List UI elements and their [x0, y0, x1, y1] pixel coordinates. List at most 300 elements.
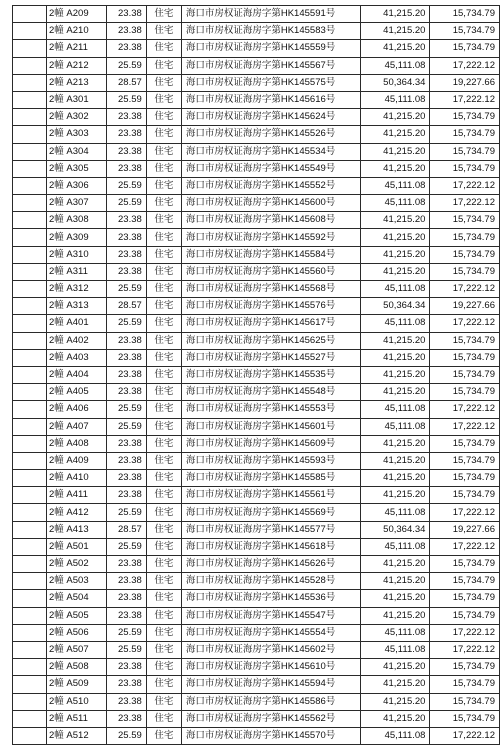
value-cell: 15,734.79: [430, 435, 500, 452]
certificate-cell: 海口市房权证海房字第HK145527号: [181, 349, 360, 366]
blank-cell: [13, 470, 47, 487]
value-cell: 15,734.79: [430, 384, 500, 401]
area-cell: 28.57: [107, 521, 146, 538]
area-cell: 23.38: [107, 366, 146, 383]
value-cell: 15,734.79: [430, 366, 500, 383]
unit-cell: 2幢 A410: [47, 470, 107, 487]
value-cell: 15,734.79: [430, 332, 500, 349]
certificate-cell: 海口市房权证海房字第HK145567号: [181, 57, 360, 74]
table-row: [13, 126, 500, 143]
blank-cell: [13, 556, 47, 573]
usage-cell: 住宅: [146, 573, 181, 590]
area-cell: 23.38: [107, 384, 146, 401]
area-cell: 23.38: [107, 487, 146, 504]
price-cell: 41,215.20: [360, 676, 430, 693]
area-cell: 23.38: [107, 435, 146, 452]
value-cell: 15,734.79: [430, 659, 500, 676]
certificate-cell: 海口市房权证海房字第HK145584号: [181, 246, 360, 263]
area-cell: 23.38: [107, 246, 146, 263]
unit-cell: 2幢 A412: [47, 504, 107, 521]
usage-cell: 住宅: [146, 452, 181, 469]
price-cell: 41,215.20: [360, 659, 430, 676]
unit-cell: 2幢 A302: [47, 109, 107, 126]
certificate-cell: 海口市房权证海房字第HK145526号: [181, 126, 360, 143]
area-cell: 23.38: [107, 6, 146, 23]
certificate-cell: 海口市房权证海房字第HK145559号: [181, 40, 360, 57]
usage-cell: 住宅: [146, 229, 181, 246]
usage-cell: 住宅: [146, 607, 181, 624]
usage-cell: 住宅: [146, 349, 181, 366]
price-cell: 45,111.08: [360, 641, 430, 658]
value-cell: 15,734.79: [430, 246, 500, 263]
certificate-cell: 海口市房权证海房字第HK145585号: [181, 470, 360, 487]
certificate-cell: 海口市房权证海房字第HK145586号: [181, 693, 360, 710]
blank-cell: [13, 538, 47, 555]
table-row: [13, 418, 500, 435]
value-cell: 17,222.12: [430, 91, 500, 108]
blank-cell: [13, 418, 47, 435]
area-cell: 23.38: [107, 573, 146, 590]
price-cell: 41,215.20: [360, 470, 430, 487]
value-cell: 19,227.66: [430, 74, 500, 91]
table-row: [13, 229, 500, 246]
usage-cell: 住宅: [146, 332, 181, 349]
blank-cell: [13, 246, 47, 263]
unit-cell: 2幢 A508: [47, 659, 107, 676]
unit-cell: 2幢 A305: [47, 160, 107, 177]
price-cell: 45,111.08: [360, 504, 430, 521]
certificate-cell: 海口市房权证海房字第HK145554号: [181, 624, 360, 641]
table-row: [13, 177, 500, 194]
price-cell: 41,215.20: [360, 246, 430, 263]
price-cell: 45,111.08: [360, 57, 430, 74]
table-row: [13, 521, 500, 538]
table-row: [13, 109, 500, 126]
value-cell: 17,222.12: [430, 315, 500, 332]
blank-cell: [13, 332, 47, 349]
unit-cell: 2幢 A308: [47, 212, 107, 229]
price-cell: 41,215.20: [360, 23, 430, 40]
area-cell: 25.59: [107, 418, 146, 435]
area-cell: 23.38: [107, 470, 146, 487]
usage-cell: 住宅: [146, 109, 181, 126]
certificate-cell: 海口市房权证海房字第HK145601号: [181, 418, 360, 435]
table-row: [13, 195, 500, 212]
blank-cell: [13, 676, 47, 693]
price-cell: 45,111.08: [360, 315, 430, 332]
unit-cell: 2幢 A306: [47, 177, 107, 194]
value-cell: 15,734.79: [430, 229, 500, 246]
area-cell: 23.38: [107, 229, 146, 246]
usage-cell: 住宅: [146, 57, 181, 74]
blank-cell: [13, 212, 47, 229]
certificate-cell: 海口市房权证海房字第HK145536号: [181, 590, 360, 607]
area-cell: 23.38: [107, 212, 146, 229]
unit-cell: 2幢 A511: [47, 710, 107, 727]
usage-cell: 住宅: [146, 538, 181, 555]
blank-cell: [13, 693, 47, 710]
blank-cell: [13, 384, 47, 401]
price-cell: 45,111.08: [360, 727, 430, 744]
blank-cell: [13, 504, 47, 521]
value-cell: 17,222.12: [430, 281, 500, 298]
area-cell: 28.57: [107, 74, 146, 91]
price-cell: 45,111.08: [360, 177, 430, 194]
usage-cell: 住宅: [146, 693, 181, 710]
value-cell: 15,734.79: [430, 710, 500, 727]
table-row: [13, 91, 500, 108]
table-row: [13, 659, 500, 676]
table-row: [13, 504, 500, 521]
unit-cell: 2幢 A503: [47, 573, 107, 590]
usage-cell: 住宅: [146, 91, 181, 108]
price-cell: 45,111.08: [360, 281, 430, 298]
area-cell: 23.38: [107, 143, 146, 160]
usage-cell: 住宅: [146, 710, 181, 727]
table-row: [13, 556, 500, 573]
usage-cell: 住宅: [146, 281, 181, 298]
value-cell: 15,734.79: [430, 212, 500, 229]
table-row: [13, 263, 500, 280]
price-cell: 41,215.20: [360, 109, 430, 126]
certificate-cell: 海口市房权证海房字第HK145618号: [181, 538, 360, 555]
blank-cell: [13, 659, 47, 676]
table-row: [13, 6, 500, 23]
value-cell: 19,227.66: [430, 298, 500, 315]
unit-cell: 2幢 A409: [47, 452, 107, 469]
unit-cell: 2幢 A313: [47, 298, 107, 315]
table-row: [13, 435, 500, 452]
usage-cell: 住宅: [146, 143, 181, 160]
price-cell: 41,215.20: [360, 487, 430, 504]
price-cell: 41,215.20: [360, 590, 430, 607]
table-row: [13, 452, 500, 469]
table-row: [13, 40, 500, 57]
value-cell: 15,734.79: [430, 607, 500, 624]
unit-cell: 2幢 A408: [47, 435, 107, 452]
table-row: [13, 590, 500, 607]
value-cell: 15,734.79: [430, 470, 500, 487]
usage-cell: 住宅: [146, 298, 181, 315]
price-cell: 41,215.20: [360, 332, 430, 349]
value-cell: 17,222.12: [430, 624, 500, 641]
unit-cell: 2幢 A405: [47, 384, 107, 401]
price-cell: 41,215.20: [360, 556, 430, 573]
blank-cell: [13, 143, 47, 160]
value-cell: 15,734.79: [430, 693, 500, 710]
area-cell: 25.59: [107, 641, 146, 658]
blank-cell: [13, 57, 47, 74]
table-row: [13, 470, 500, 487]
blank-cell: [13, 710, 47, 727]
price-cell: 45,111.08: [360, 401, 430, 418]
value-cell: 17,222.12: [430, 538, 500, 555]
value-cell: 15,734.79: [430, 143, 500, 160]
blank-cell: [13, 298, 47, 315]
value-cell: 19,227.66: [430, 521, 500, 538]
usage-cell: 住宅: [146, 676, 181, 693]
unit-cell: 2幢 A301: [47, 91, 107, 108]
unit-cell: 2幢 A507: [47, 641, 107, 658]
certificate-cell: 海口市房权证海房字第HK145528号: [181, 573, 360, 590]
table-row: [13, 710, 500, 727]
value-cell: 15,734.79: [430, 452, 500, 469]
area-cell: 25.59: [107, 315, 146, 332]
area-cell: 23.38: [107, 590, 146, 607]
area-cell: 23.38: [107, 607, 146, 624]
table-row: [13, 143, 500, 160]
unit-cell: 2幢 A506: [47, 624, 107, 641]
table-row: [13, 727, 500, 744]
unit-cell: 2幢 A406: [47, 401, 107, 418]
table-row: [13, 487, 500, 504]
price-cell: 41,215.20: [360, 452, 430, 469]
blank-cell: [13, 349, 47, 366]
unit-cell: 2幢 A307: [47, 195, 107, 212]
blank-cell: [13, 281, 47, 298]
blank-cell: [13, 487, 47, 504]
certificate-cell: 海口市房权证海房字第HK145575号: [181, 74, 360, 91]
table-row: [13, 366, 500, 383]
blank-cell: [13, 91, 47, 108]
value-cell: 17,222.12: [430, 418, 500, 435]
price-cell: 41,215.20: [360, 573, 430, 590]
value-cell: 15,734.79: [430, 126, 500, 143]
blank-cell: [13, 6, 47, 23]
usage-cell: 住宅: [146, 366, 181, 383]
usage-cell: 住宅: [146, 23, 181, 40]
blank-cell: [13, 229, 47, 246]
area-cell: 23.38: [107, 710, 146, 727]
price-cell: 41,215.20: [360, 212, 430, 229]
blank-cell: [13, 263, 47, 280]
price-cell: 41,215.20: [360, 693, 430, 710]
certificate-cell: 海口市房权证海房字第HK145626号: [181, 556, 360, 573]
area-cell: 23.38: [107, 109, 146, 126]
certificate-cell: 海口市房权证海房字第HK145553号: [181, 401, 360, 418]
area-cell: 23.38: [107, 659, 146, 676]
certificate-cell: 海口市房权证海房字第HK145592号: [181, 229, 360, 246]
unit-cell: 2幢 A213: [47, 74, 107, 91]
certificate-cell: 海口市房权证海房字第HK145616号: [181, 91, 360, 108]
table-row: [13, 349, 500, 366]
price-cell: 41,215.20: [360, 384, 430, 401]
blank-cell: [13, 366, 47, 383]
blank-cell: [13, 727, 47, 744]
certificate-cell: 海口市房权证海房字第HK145617号: [181, 315, 360, 332]
property-table: [12, 5, 500, 745]
unit-cell: 2幢 A510: [47, 693, 107, 710]
value-cell: 15,734.79: [430, 23, 500, 40]
price-cell: 41,215.20: [360, 160, 430, 177]
blank-cell: [13, 607, 47, 624]
unit-cell: 2幢 A502: [47, 556, 107, 573]
area-cell: 23.38: [107, 693, 146, 710]
certificate-cell: 海口市房权证海房字第HK145609号: [181, 435, 360, 452]
table-row: [13, 281, 500, 298]
table-row: [13, 641, 500, 658]
certificate-cell: 海口市房权证海房字第HK145608号: [181, 212, 360, 229]
unit-cell: 2幢 A304: [47, 143, 107, 160]
usage-cell: 住宅: [146, 504, 181, 521]
usage-cell: 住宅: [146, 160, 181, 177]
price-cell: 41,215.20: [360, 229, 430, 246]
table-row: [13, 607, 500, 624]
area-cell: 23.38: [107, 556, 146, 573]
price-cell: 50,364.34: [360, 521, 430, 538]
blank-cell: [13, 74, 47, 91]
area-cell: 25.59: [107, 177, 146, 194]
certificate-cell: 海口市房权证海房字第HK145552号: [181, 177, 360, 194]
value-cell: 15,734.79: [430, 6, 500, 23]
table-row: [13, 624, 500, 641]
unit-cell: 2幢 A509: [47, 676, 107, 693]
certificate-cell: 海口市房权证海房字第HK145561号: [181, 487, 360, 504]
certificate-cell: 海口市房权证海房字第HK145560号: [181, 263, 360, 280]
certificate-cell: 海口市房权证海房字第HK145562号: [181, 710, 360, 727]
price-cell: 50,364.34: [360, 74, 430, 91]
certificate-cell: 海口市房权证海房字第HK145535号: [181, 366, 360, 383]
value-cell: 15,734.79: [430, 263, 500, 280]
usage-cell: 住宅: [146, 40, 181, 57]
certificate-cell: 海口市房权证海房字第HK145549号: [181, 160, 360, 177]
usage-cell: 住宅: [146, 487, 181, 504]
value-cell: 15,734.79: [430, 573, 500, 590]
area-cell: 23.38: [107, 676, 146, 693]
table-row: [13, 384, 500, 401]
value-cell: 17,222.12: [430, 195, 500, 212]
certificate-cell: 海口市房权证海房字第HK145548号: [181, 384, 360, 401]
usage-cell: 住宅: [146, 641, 181, 658]
area-cell: 23.38: [107, 40, 146, 57]
unit-cell: 2幢 A505: [47, 607, 107, 624]
blank-cell: [13, 195, 47, 212]
price-cell: 45,111.08: [360, 624, 430, 641]
area-cell: 25.59: [107, 401, 146, 418]
unit-cell: 2幢 A512: [47, 727, 107, 744]
price-cell: 41,215.20: [360, 6, 430, 23]
area-cell: 25.59: [107, 504, 146, 521]
value-cell: 17,222.12: [430, 504, 500, 521]
value-cell: 15,734.79: [430, 160, 500, 177]
certificate-cell: 海口市房权证海房字第HK145570号: [181, 727, 360, 744]
property-table-body: [13, 6, 500, 745]
table-row: [13, 23, 500, 40]
blank-cell: [13, 315, 47, 332]
unit-cell: 2幢 A209: [47, 6, 107, 23]
value-cell: 17,222.12: [430, 177, 500, 194]
unit-cell: 2幢 A504: [47, 590, 107, 607]
usage-cell: 住宅: [146, 315, 181, 332]
area-cell: 23.38: [107, 332, 146, 349]
certificate-cell: 海口市房权证海房字第HK145610号: [181, 659, 360, 676]
usage-cell: 住宅: [146, 624, 181, 641]
certificate-cell: 海口市房权证海房字第HK145591号: [181, 6, 360, 23]
usage-cell: 住宅: [146, 6, 181, 23]
price-cell: 45,111.08: [360, 195, 430, 212]
unit-cell: 2幢 A501: [47, 538, 107, 555]
usage-cell: 住宅: [146, 659, 181, 676]
area-cell: 25.59: [107, 538, 146, 555]
usage-cell: 住宅: [146, 727, 181, 744]
price-cell: 45,111.08: [360, 418, 430, 435]
certificate-cell: 海口市房权证海房字第HK145577号: [181, 521, 360, 538]
unit-cell: 2幢 A403: [47, 349, 107, 366]
unit-cell: 2幢 A407: [47, 418, 107, 435]
unit-cell: 2幢 A401: [47, 315, 107, 332]
unit-cell: 2幢 A310: [47, 246, 107, 263]
table-row: [13, 693, 500, 710]
usage-cell: 住宅: [146, 590, 181, 607]
unit-cell: 2幢 A212: [47, 57, 107, 74]
blank-cell: [13, 624, 47, 641]
usage-cell: 住宅: [146, 263, 181, 280]
table-row: [13, 57, 500, 74]
table-row: [13, 332, 500, 349]
usage-cell: 住宅: [146, 212, 181, 229]
unit-cell: 2幢 A211: [47, 40, 107, 57]
area-cell: 23.38: [107, 263, 146, 280]
certificate-cell: 海口市房权证海房字第HK145569号: [181, 504, 360, 521]
usage-cell: 住宅: [146, 401, 181, 418]
value-cell: 15,734.79: [430, 349, 500, 366]
table-row: [13, 676, 500, 693]
unit-cell: 2幢 A404: [47, 366, 107, 383]
area-cell: 23.38: [107, 160, 146, 177]
value-cell: 17,222.12: [430, 401, 500, 418]
usage-cell: 住宅: [146, 418, 181, 435]
price-cell: 41,215.20: [360, 40, 430, 57]
value-cell: 17,222.12: [430, 727, 500, 744]
area-cell: 23.38: [107, 452, 146, 469]
usage-cell: 住宅: [146, 177, 181, 194]
certificate-cell: 海口市房权证海房字第HK145593号: [181, 452, 360, 469]
certificate-cell: 海口市房权证海房字第HK145625号: [181, 332, 360, 349]
table-row: [13, 315, 500, 332]
usage-cell: 住宅: [146, 74, 181, 91]
price-cell: 45,111.08: [360, 91, 430, 108]
table-row: [13, 538, 500, 555]
value-cell: 15,734.79: [430, 590, 500, 607]
certificate-cell: 海口市房权证海房字第HK145583号: [181, 23, 360, 40]
value-cell: 17,222.12: [430, 641, 500, 658]
area-cell: 25.59: [107, 727, 146, 744]
certificate-cell: 海口市房权证海房字第HK145534号: [181, 143, 360, 160]
area-cell: 25.59: [107, 624, 146, 641]
price-cell: 41,215.20: [360, 607, 430, 624]
value-cell: 15,734.79: [430, 487, 500, 504]
blank-cell: [13, 401, 47, 418]
certificate-cell: 海口市房权证海房字第HK145624号: [181, 109, 360, 126]
usage-cell: 住宅: [146, 246, 181, 263]
price-cell: 45,111.08: [360, 538, 430, 555]
usage-cell: 住宅: [146, 126, 181, 143]
blank-cell: [13, 641, 47, 658]
table-row: [13, 246, 500, 263]
unit-cell: 2幢 A413: [47, 521, 107, 538]
usage-cell: 住宅: [146, 521, 181, 538]
blank-cell: [13, 177, 47, 194]
blank-cell: [13, 160, 47, 177]
value-cell: 15,734.79: [430, 676, 500, 693]
value-cell: 15,734.79: [430, 556, 500, 573]
area-cell: 23.38: [107, 23, 146, 40]
price-cell: 41,215.20: [360, 366, 430, 383]
table-row: [13, 298, 500, 315]
blank-cell: [13, 435, 47, 452]
usage-cell: 住宅: [146, 195, 181, 212]
certificate-cell: 海口市房权证海房字第HK145594号: [181, 676, 360, 693]
